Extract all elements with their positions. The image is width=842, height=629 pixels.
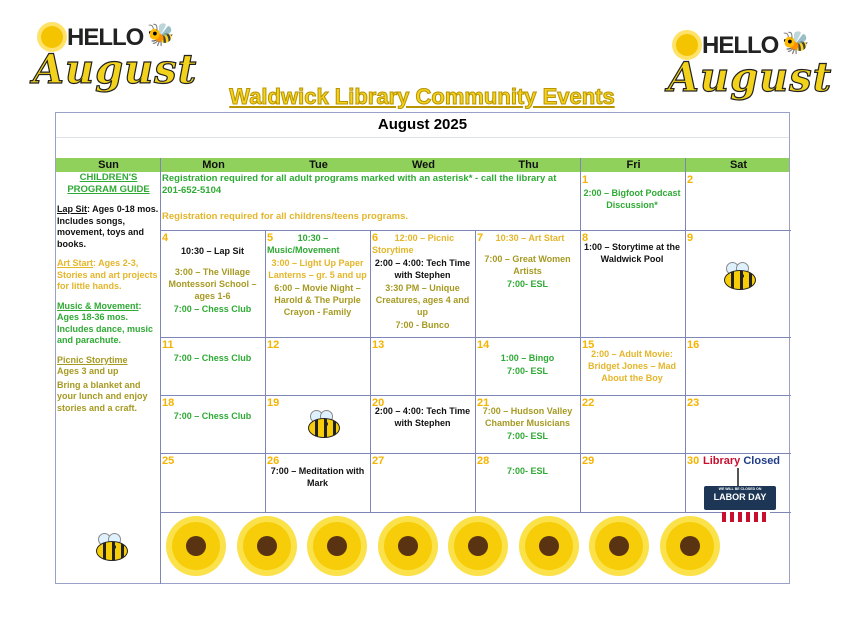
grid-line	[160, 158, 161, 584]
day-cell	[475, 454, 580, 478]
day-number: 18	[162, 397, 175, 409]
sunflower-icon	[172, 522, 220, 570]
bee-icon	[92, 533, 128, 559]
day-cell	[580, 338, 684, 385]
bee-icon	[720, 262, 756, 288]
day-cell	[160, 396, 265, 423]
event: 10:30 – Art Start	[495, 233, 565, 243]
day-number: 12	[267, 339, 280, 351]
day-cell	[685, 338, 789, 352]
day-cell	[580, 173, 684, 212]
logo-hello-text: HELLO	[67, 24, 144, 51]
day-number: 6	[372, 232, 379, 244]
day-number: 14	[477, 339, 490, 351]
day-number: 7	[477, 232, 484, 244]
guide-heading: CHILDREN'S PROGRAM GUIDE	[67, 172, 150, 195]
event: 1:00 – Bingo	[500, 353, 555, 363]
labor-sign-small-text: WE WILL BE CLOSED ON	[718, 487, 762, 491]
day-cell	[370, 454, 475, 468]
day-number: 5	[267, 232, 274, 244]
logo-hello-text: HELLO	[702, 32, 779, 59]
music-text: : Ages 18-36 mos. Includes dance, music and parachute.	[57, 300, 154, 345]
page-title: Waldwick Library Community Events	[229, 84, 615, 109]
event: 2:00 – 4:00: Tech Time with Stephen	[374, 406, 471, 428]
day-cell	[685, 231, 789, 245]
event: 10:30 – Lap Sit	[180, 246, 245, 256]
day-number: 19	[267, 397, 280, 409]
day-cell	[265, 338, 370, 352]
event: 3:00 – Light Up Paper Lanterns – gr. 5 and up	[268, 258, 367, 280]
grid-line	[160, 512, 791, 513]
day-number: 1	[582, 174, 589, 186]
weekday-fri: Fri	[626, 159, 641, 171]
day-number: 23	[687, 397, 700, 409]
event: 2:00 – 4:00: Tech Time with Stephen	[374, 258, 471, 280]
day-cell	[685, 173, 789, 187]
sunflower-icon	[384, 522, 432, 570]
day-cell	[265, 454, 370, 490]
event: 7:00- ESL	[506, 431, 548, 441]
day-cell	[475, 396, 580, 443]
logo-august-text: August	[33, 46, 198, 93]
picnic-title: Picnic Storytime	[57, 354, 128, 365]
month-title: August 2025	[56, 113, 789, 138]
weekday-mon: Mon	[202, 159, 225, 171]
sign-hanger	[737, 468, 739, 486]
day-cell	[580, 396, 684, 410]
day-cell	[265, 231, 370, 319]
weekday-sun: Sun	[98, 159, 119, 171]
hello-august-logo-right	[668, 30, 833, 105]
event: 7:00 – Chess Club	[173, 304, 252, 314]
event: 7:00- ESL	[506, 466, 548, 476]
closed-word: Closed	[740, 455, 781, 467]
weekday-tue: Tue	[309, 159, 328, 171]
event: 7:00 – Chess Club	[173, 353, 252, 363]
day-cell	[265, 396, 370, 410]
art-start-text: : Ages 2-3, Stories and art projects for little hands.	[57, 258, 158, 291]
event: 12:00 – Picnic Storytime	[372, 233, 455, 255]
day-cell	[685, 396, 789, 410]
day-number: 9	[687, 232, 694, 244]
day-number: 2	[687, 174, 694, 186]
day-cell	[370, 396, 475, 430]
day-number: 22	[582, 397, 595, 409]
event: 7:00 – Hudson Valley Chamber Musicians	[482, 406, 573, 428]
guide-lap-sit	[57, 204, 160, 250]
day-cell	[370, 338, 475, 352]
weekday-thu: Thu	[518, 159, 539, 171]
event: 7:00- ESL	[506, 279, 548, 289]
day-cell	[160, 454, 265, 468]
sunflower-icon	[313, 522, 361, 570]
library-word: Library	[703, 455, 741, 467]
day-cell	[370, 231, 475, 332]
adult-registration-note: Registration required for all adult programs marked with an asterisk* - call the library at 201-652-5104	[162, 173, 557, 196]
day-cell	[475, 338, 580, 378]
event: 3:00 – The Village Montessori School – ages 1-6	[168, 267, 257, 301]
event: 7:00 – Great Women Artists	[484, 254, 571, 276]
flag-stripes	[722, 512, 770, 522]
children-registration-note: Registration required for all childrens/teens programs.	[162, 211, 409, 222]
day-number: 29	[582, 455, 595, 467]
sunflower-icon	[676, 34, 698, 56]
event: 1:00 – Storytime at the Waldwick Pool	[583, 242, 681, 264]
day-number: 20	[372, 397, 385, 409]
day-number: 16	[687, 339, 700, 351]
event: 7:00 – Meditation with Mark	[270, 466, 365, 488]
day-cell	[580, 454, 684, 468]
event: 7:00 - Bunco	[395, 320, 450, 330]
guide-picnic-storytime	[57, 355, 160, 415]
guide-art-start	[57, 258, 160, 293]
day-cell	[580, 231, 684, 266]
day-cell	[475, 231, 580, 291]
event: 7:00- ESL	[506, 366, 548, 376]
day-number: 28	[477, 455, 490, 467]
art-start-title: Art Start	[57, 258, 94, 268]
hello-august-logo-left	[33, 22, 198, 97]
day-number: 30	[687, 455, 700, 467]
event: 7:00 – Chess Club	[173, 411, 252, 421]
event: 3:30 PM – Unique Creatures, ages 4 and up	[375, 283, 470, 317]
sunflower-icon	[454, 522, 502, 570]
event: 6:00 – Movie Night – Harold & The Purple Crayon - Family	[274, 283, 361, 317]
sunflower-icon	[41, 26, 63, 48]
lap-sit-text: : Ages 0-18 mos. Includes songs, movement, toys and books.	[57, 204, 159, 249]
weekday-wed: Wed	[411, 159, 436, 171]
day-number: 27	[372, 455, 385, 467]
day-cell	[160, 338, 265, 365]
day-number: 15	[582, 339, 595, 351]
library-closed-label	[703, 455, 780, 467]
day-number: 4	[162, 232, 169, 244]
event: 2:00 – Adult Movie: Bridget Jones – Mad About the Boy	[587, 349, 677, 383]
labor-day-sign	[704, 486, 776, 510]
sunflower-icon	[666, 522, 714, 570]
day-cell	[685, 454, 705, 468]
day-number: 13	[372, 339, 385, 351]
weekday-sat: Sat	[729, 159, 748, 171]
lap-sit-title: Lap Sit	[57, 204, 88, 214]
sunflower-icon	[525, 522, 573, 570]
bee-icon: 🐝	[782, 30, 810, 55]
event: 2:00 – Bigfoot Podcast Discussion*	[583, 188, 681, 210]
day-number: 8	[582, 232, 589, 244]
bee-icon: 🐝	[147, 22, 175, 47]
event: 10:30 – Music/Movement	[267, 233, 340, 255]
labor-sign-main-text: LABOR DAY	[713, 492, 767, 502]
picnic-text: Ages 3 and up	[57, 366, 119, 376]
sunflower-icon	[595, 522, 643, 570]
logo-august-text: August	[668, 54, 833, 101]
sunflower-icon	[243, 522, 291, 570]
day-number: 21	[477, 397, 490, 409]
day-number: 25	[162, 455, 175, 467]
day-cell	[160, 231, 265, 316]
music-title: Music & Movement	[57, 300, 139, 311]
bee-icon	[304, 410, 340, 436]
picnic-desc: Bring a blanket and your lunch and enjoy stories and a craft.	[57, 379, 148, 413]
weekday-header	[56, 158, 789, 172]
day-number: 26	[267, 455, 280, 467]
childrens-program-guide	[57, 172, 160, 414]
day-number: 11	[162, 339, 174, 351]
guide-music-movement	[57, 301, 160, 347]
